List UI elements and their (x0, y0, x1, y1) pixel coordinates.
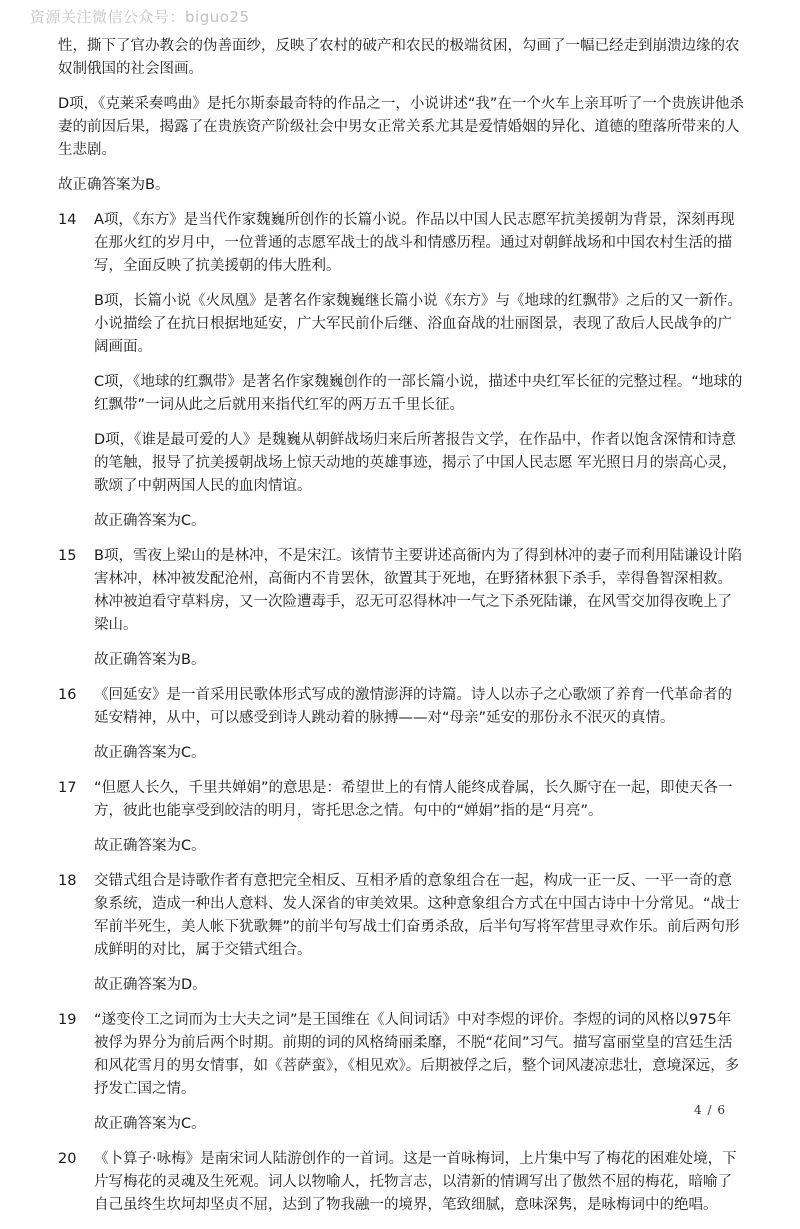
page-indicator: 4 / 6 (694, 1103, 726, 1117)
watermark-text: 资源关注微信公众号：biguo25 (30, 8, 250, 26)
question-number: 17 (58, 780, 77, 796)
explanation-paragraph: 交错式组合是诗歌作者有意把完全相反、互相矛盾的意象组合在一起，构成一正一反、一平一奇的意象系统，造成一种出人意料、发人深省的审美效果。这种意象组合方式在中国古诗中十分常见。“战士军前半死生，美人帐下犹歌舞”的前半句写战士们奋勇杀敌，后半句写将军营里寻欢作乐。前后两句形成鲜明的对比，属于交错式组合。 (94, 873, 740, 958)
question-item (58, 1148, 744, 1217)
answer-line: 故正确答案为B。 (58, 177, 170, 193)
answer-line: 故正确答案为C。 (94, 1116, 206, 1132)
answer-line: 故正确答案为C。 (94, 838, 206, 854)
question-number: 16 (58, 687, 77, 703)
question-item (58, 545, 744, 672)
answer-line: 故正确答案为C。 (94, 513, 206, 529)
explanation-paragraph: D项，《谁是最可爱的人》是魏巍从朝鲜战场归来后所著报告文学，在作品中，作者以饱含深情和诗意的笔触，报导了抗美援朝战场上惊天动地的英雄事迹，揭示了中国人民志愿 军光照日月的崇高心灵，歌颂了中朝两国人民的血肉情谊。 (94, 432, 737, 494)
explanation-paragraph: A项，《东方》是当代作家魏巍所创作的长篇小说。作品以中国人民志愿军抗美援朝为背景，深刻再现在那火红的岁月中，一位普通的志愿军战士的战斗和情感历程。通过对朝鲜战场和中国农村生活的描写，全面反映了抗美援朝的伟大胜利。 (94, 212, 735, 274)
question-item (58, 684, 744, 765)
explanation-paragraph: C项，《地球的红飘带》是著名作家魏巍创作的一部长篇小说，描述中央红军长征的完整过程。“地球的红飘带”一词从此之后就用来指代红军的两万五千里长征。 (94, 374, 743, 413)
option-d-paragraph: D项，《克莱采奏鸣曲》是托尔斯泰最奇特的作品之一，小说讲述“我”在一个火车上亲耳听了一个贵族讲他杀妻的前因后果，揭露了在贵族资产阶级社会中男女正常关系尤其是爱情婚姻的异化、道德的堕落所带来的人生悲剧。 (58, 96, 744, 158)
explanation-paragraph: B项，雪夜上梁山的是林冲，不是宋江。该情节主要讲述高衙内为了得到林冲的妻子而利用陆谦设计陷害林冲，林冲被发配沧州，高衙内不肯罢休，欲置其于死地，在野猪林狠下杀手，幸得鲁智深相救。林冲被迫看守草料房，又一次险遭毒手，忍无可忍得林冲一气之下杀死陆谦，在风雪交加得夜晚上了梁山。 (94, 548, 742, 633)
question-number: 18 (58, 873, 77, 889)
continued-paragraph: 性，撕下了官办教会的伪善面纱，反映了农村的破产和农民的极端贫困，勾画了一幅已经走到崩溃边缘的农奴制俄国的社会图画。 (58, 38, 740, 77)
explanation-paragraph: “遂变伶工之词而为士大夫之词”是王国维在《人间词话》中对李煜的评价。李煜的词的风格以975年被俘为界分为前后两个时期。前期的词的风格绮丽柔靡，不脱“花间”习气。描写富丽堂皇的宫廷生活和风花雪月的男女情事，如《菩萨蛮》，《相见欢》。后期被俘之后，整个词风凄凉悲壮，意境深远，多抒发亡国之情。 (94, 1012, 740, 1097)
question-item (58, 777, 744, 858)
question-number: 20 (58, 1151, 77, 1167)
explanation-paragraph: 《卜算子·咏梅》是南宋词人陆游创作的一首词。这是一首咏梅词，上片集中写了梅花的困难处境，下片写梅花的灵魂及生死观。词人以物喻人，托物言志，以清新的情调写出了傲然不屈的梅花，暗喻了自己虽终生坎坷却坚贞不屈，达到了物我融一的境界，笔致细腻，意味深隽，是咏梅词中的绝唱。 (94, 1151, 737, 1213)
question-item (58, 870, 744, 997)
question-item (58, 1009, 744, 1136)
explanation-paragraph: “但愿人长久，千里共婵娟”的意思是：希望世上的有情人能终成眷属，长久厮守在一起，即使天各一方，彼此也能享受到皎洁的明月，寄托思念之情。句中的“婵娟”指的是“月亮”。 (94, 780, 733, 819)
question-number: 14 (58, 212, 77, 228)
question-number: 15 (58, 548, 77, 564)
page-content (58, 35, 744, 1229)
answer-items-list (58, 209, 744, 1217)
explanation-paragraph: 《回延安》是一首采用民歌体形式写成的激情澎湃的诗篇。诗人以赤子之心歌颂了养育一代革命者的延安精神，从中，可以感受到诗人跳动着的脉搏——对“母亲”延安的那份永不泯灭的真情。 (94, 687, 732, 726)
question-item (58, 209, 744, 533)
explanation-paragraph: B项，长篇小说《火凤凰》是著名作家魏巍继长篇小说《东方》与《地球的红飘带》之后的又一新作。小说描绘了在抗日根据地延安，广大军民前仆后继、浴血奋战的壮丽图景，表现了敌后人民战争的广阔画面。 (94, 293, 742, 355)
question-number: 19 (58, 1012, 77, 1028)
answer-line: 故正确答案为C。 (94, 745, 206, 761)
answer-line: 故正确答案为D。 (94, 977, 207, 993)
answer-line: 故正确答案为B。 (94, 652, 206, 668)
